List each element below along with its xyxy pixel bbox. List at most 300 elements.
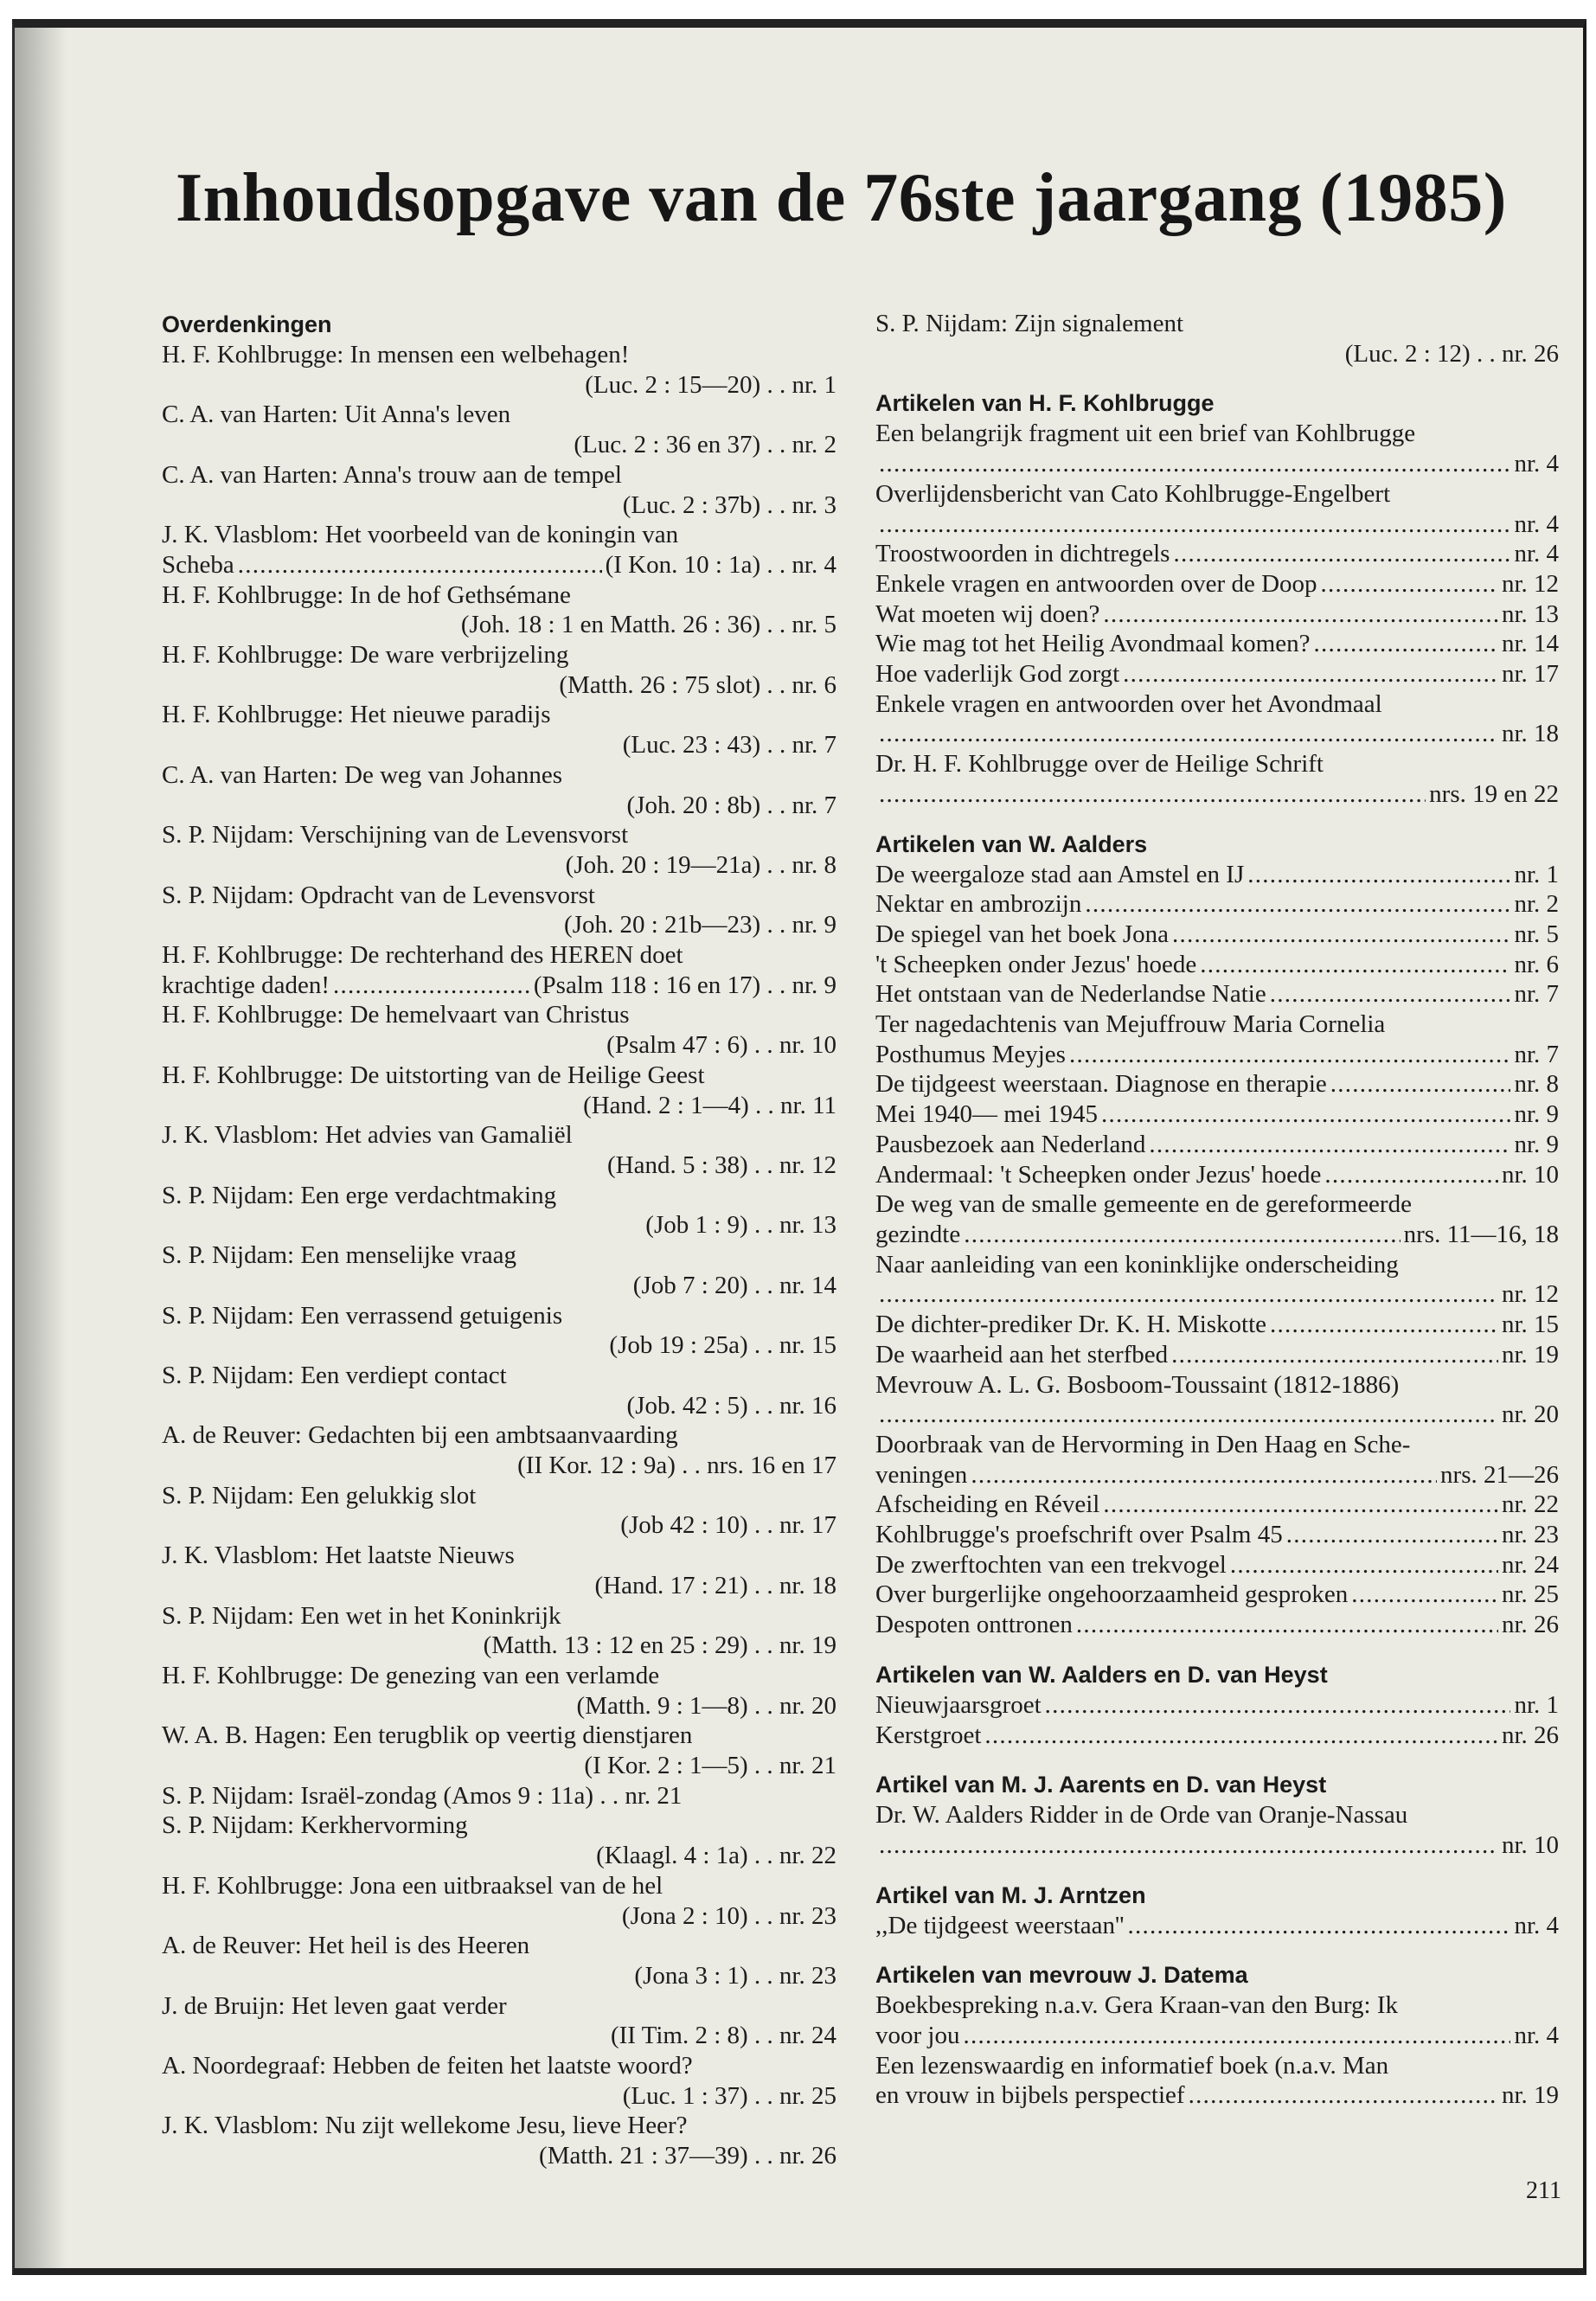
dot-leader — [1069, 1040, 1511, 1070]
toc-entry — [875, 1721, 1559, 1751]
toc-entry — [162, 2051, 836, 2111]
entry-row — [875, 599, 1559, 630]
section-heading: Artikelen van W. Aalders — [875, 830, 1148, 857]
toc-entry — [162, 1481, 836, 1541]
entry-title: J. K. Vlasblom: Nu zijt wellekome Jesu, lieve Heer? — [162, 2112, 688, 2140]
dot-leader — [1247, 860, 1510, 890]
entry-reference-number: nr. 23 — [1501, 1521, 1559, 1549]
entry-reference-number: nr. 6 — [1514, 950, 1559, 978]
dot-leader — [964, 1220, 1400, 1250]
toc-entry — [162, 1661, 836, 1721]
dot-leader — [1076, 1610, 1498, 1640]
entry-reference-number: nr. 7 — [1514, 980, 1559, 1009]
toc-entry — [875, 889, 1559, 920]
toc-entry — [875, 309, 1559, 369]
entry-row — [875, 1610, 1559, 1640]
entry-title: H. F. Kohlbrugge: In de hof Gethsémane — [162, 580, 571, 609]
entry-reference-number: nr. 7 — [1514, 1040, 1559, 1068]
toc-entry — [162, 1420, 836, 1480]
dot-leader — [1172, 920, 1510, 950]
entry-title: S. P. Nijdam: Zijn signalement — [875, 310, 1184, 337]
entry-reference: (II Tim. 2 : 8) . . nr. 24 — [610, 2022, 836, 2050]
entry-title: Enkele vragen en antwoorden over het Avondmaal — [875, 689, 1382, 718]
entry-reference — [875, 510, 1559, 540]
entry-reference-number: nr. 26 — [1501, 1721, 1559, 1749]
entry-reference: (Job 19 : 25a) . . nr. 15 — [609, 1331, 836, 1360]
toc-entry — [875, 2051, 1559, 2111]
toc-entry — [875, 1340, 1559, 1370]
entry-title: C. A. van Harten: Anna's trouw aan de tempel — [162, 460, 622, 489]
entry-reference — [875, 1460, 1559, 1490]
entry-title-continued: gezindte — [875, 1220, 961, 1248]
entry-reference: (II Kor. 12 : 9a) . . nrs. 16 en 17 — [517, 1452, 836, 1480]
entry-reference — [875, 1279, 1559, 1310]
entry-title: H. F. Kohlbrugge: De ware verbrijzeling — [162, 641, 569, 670]
entry-row — [875, 539, 1559, 569]
dot-leader — [1103, 599, 1498, 630]
dot-leader — [1045, 1690, 1511, 1721]
entry-title: S. P. Nijdam: Kerkhervorming — [162, 1811, 468, 1840]
entry-reference-number: nr. 9 — [1514, 1100, 1559, 1129]
entry-reference: (Psalm 47 : 6) . . nr. 10 — [606, 1031, 836, 1060]
dot-leader — [1085, 889, 1510, 920]
section-heading: Overdenkingen — [162, 311, 332, 337]
toc-entry — [875, 1580, 1559, 1610]
entry-title: 't Scheepken onder Jezus' hoede — [875, 950, 1197, 978]
entry-title: S. P. Nijdam: Een verrassend getuigenis — [162, 1301, 563, 1330]
entry-title: Despoten onttronen — [875, 1611, 1073, 1639]
entry-row — [875, 1490, 1559, 1520]
dot-leader — [1123, 659, 1498, 689]
entry-reference: (Luc. 1 : 37) . . nr. 25 — [622, 2081, 836, 2110]
document-page — [12, 19, 1586, 2275]
toc-entry — [875, 1430, 1559, 1490]
entry-reference-number: nrs. 19 en 22 — [1429, 779, 1559, 808]
entry-title: J. K. Vlasblom: Het laatste Nieuws — [162, 1541, 515, 1570]
toc-entry — [875, 1009, 1559, 1069]
toc-entry — [162, 580, 836, 640]
entry-reference-number: nr. 5 — [1514, 920, 1559, 948]
entry-reference-number: nr. 12 — [1501, 569, 1559, 598]
dot-leader — [1286, 1520, 1498, 1550]
entry-reference: (I Kor. 2 : 1—5) . . nr. 21 — [584, 1752, 836, 1780]
entry-reference-number: nr. 26 — [1501, 1611, 1559, 1639]
entry-row — [875, 629, 1559, 659]
toc-entry — [162, 1721, 836, 1780]
entry-title: H. F. Kohlbrugge: Het nieuwe paradijs — [162, 701, 551, 729]
toc-entry — [875, 1099, 1559, 1130]
dot-leader — [1270, 1310, 1498, 1340]
toc-entry — [162, 520, 836, 580]
entry-reference: (Matth. 13 : 12 en 25 : 29) . . nr. 19 — [483, 1631, 836, 1660]
entry-reference-number: nr. 13 — [1501, 599, 1559, 628]
dot-leader — [238, 550, 602, 580]
section-list — [875, 388, 1559, 2111]
page-number: 211 — [1526, 2177, 1561, 2204]
toc-entry — [875, 1160, 1559, 1190]
toc-entry — [162, 1000, 836, 1060]
entry-reference: (Hand. 2 : 1—4) . . nr. 11 — [583, 1091, 836, 1119]
toc-entry — [162, 1301, 836, 1361]
entry-title: S. P. Nijdam: Een verdiept contact — [162, 1361, 507, 1389]
entry-reference: (Luc. 2 : 37b) . . nr. 3 — [622, 490, 836, 519]
toc-entry — [875, 1520, 1559, 1550]
column-overdenkingen — [162, 309, 836, 2171]
entry-row — [875, 950, 1559, 980]
toc-entry — [162, 1931, 836, 1990]
entry-title-continued: krachtige daden! — [162, 971, 330, 999]
toc-entry — [875, 1490, 1559, 1520]
toc-entry — [162, 1240, 836, 1300]
entry-reference-number: nr. 1 — [1514, 860, 1559, 888]
entry-reference-number: nr. 18 — [1501, 720, 1559, 748]
entry-title: Wie mag tot het Heilig Avondmaal komen? — [875, 630, 1311, 658]
entry-title: Enkele vragen en antwoorden over de Doop — [875, 569, 1317, 598]
toc-entry — [162, 1811, 836, 1870]
entry-title: Hoe vaderlijk God zorgt — [875, 660, 1120, 689]
entry-title: A. de Reuver: Het heil is des Heeren — [162, 1932, 530, 1960]
entry-title-continued: Scheba — [162, 550, 234, 579]
entry-title: De weergaloze stad aan Amstel en IJ — [875, 860, 1245, 888]
entry-reference-number: nr. 4 — [1514, 540, 1559, 568]
entry-reference-number: nr. 19 — [1501, 1340, 1559, 1368]
entry-title: S. P. Nijdam: Een menselijke vraag — [162, 1241, 516, 1270]
toc-entry — [162, 700, 836, 760]
entry-title: Nektar en ambrozijn — [875, 890, 1082, 919]
dot-leader — [1270, 979, 1511, 1009]
toc-entry — [875, 1800, 1559, 1860]
toc-entry — [162, 760, 836, 820]
dot-leader — [333, 971, 530, 1001]
dot-leader — [1127, 1911, 1510, 1941]
toc-entry — [162, 1061, 836, 1120]
entry-title: W. A. B. Hagen: Een terugblik op veertig dienstjaren — [162, 1721, 693, 1750]
toc-entry — [875, 479, 1559, 539]
entry-reference — [875, 1220, 1559, 1250]
entry-title: H. F. Kohlbrugge: De uitstorting van de Heilige Geest — [162, 1061, 705, 1089]
toc-entry — [875, 749, 1559, 809]
dot-leader — [1321, 569, 1498, 599]
toc-entry — [162, 1781, 836, 1811]
toc-entry — [875, 860, 1559, 890]
entry-reference — [162, 971, 836, 1001]
entry-title: Een belangrijk fragment uit een brief van Kohlbrugge — [875, 420, 1416, 448]
entry-title: Boekbespreking n.a.v. Gera Kraan-van den Burg: Ik — [875, 1991, 1398, 2020]
entry-reference-number: nr. 9 — [1514, 1130, 1559, 1158]
toc-entry — [162, 460, 836, 520]
dot-leader — [1324, 1160, 1498, 1190]
toc-entry — [875, 1310, 1559, 1340]
entry-reference: (Hand. 17 : 21) . . nr. 18 — [594, 1571, 836, 1599]
toc-entry — [875, 1610, 1559, 1640]
toc-entry — [875, 1911, 1559, 1941]
entry-title: S. P. Nijdam: Een gelukkig slot — [162, 1481, 477, 1509]
entry-reference — [875, 779, 1559, 810]
dot-leader — [879, 1400, 1498, 1430]
entry-title: De zwerftochten van een trekvogel — [875, 1550, 1227, 1579]
toc-entry — [875, 920, 1559, 950]
entry-title: Dr. W. Aalders Ridder in de Orde van Oranje-Nassau — [875, 1801, 1408, 1830]
entry-title: De spiegel van het boek Jona — [875, 920, 1170, 948]
entry-reference — [875, 1040, 1559, 1070]
entry-reference: (Jona 2 : 10) . . nr. 23 — [621, 1901, 836, 1930]
entry-title: Mei 1940— mei 1945 — [875, 1100, 1098, 1129]
section-heading: Artikelen van mevrouw J. Datema — [875, 1962, 1248, 1989]
entry-reference: (Joh. 18 : 1 en Matth. 26 : 36) . . nr. 5 — [460, 611, 836, 639]
entry-title-continued: voor jou — [875, 2022, 960, 2050]
entry-reference-number: nr. 12 — [1501, 1280, 1559, 1309]
dot-leader — [879, 719, 1498, 749]
entry-title: H. F. Kohlbrugge: De genezing van een verlamde — [162, 1661, 660, 1689]
entry-row — [875, 1520, 1559, 1550]
dot-leader — [1103, 1490, 1498, 1520]
dot-leader — [963, 2021, 1510, 2051]
entry-title: C. A. van Harten: Uit Anna's leven — [162, 401, 511, 429]
dot-leader — [1330, 1069, 1511, 1099]
entry-title: Mevrouw A. L. G. Bosboom-Toussaint (1812-1886) — [875, 1370, 1400, 1399]
toc-entry — [875, 659, 1559, 689]
entry-reference: (Job 42 : 10) . . nr. 17 — [620, 1511, 836, 1540]
entry-title: J. de Bruijn: Het leven gaat verder — [162, 1991, 507, 2020]
entry-row — [875, 1721, 1559, 1751]
entry-title: Kohlbrugge's proefschrift over Psalm 45 — [875, 1521, 1283, 1549]
entry-title: Dr. H. F. Kohlbrugge over de Heilige Schrift — [875, 750, 1324, 779]
entry-reference: (Klaagl. 4 : 1a) . . nr. 22 — [596, 1842, 836, 1870]
entry-reference-number: (I Kon. 10 : 1a) . . nr. 4 — [605, 550, 836, 579]
entry-title: Troostwoorden in dichtregels — [875, 540, 1170, 568]
entry-title: A. de Reuver: Gedachten bij een ambtsaanvaarding — [162, 1421, 678, 1450]
toc-entry — [162, 1991, 836, 2051]
entry-reference: (Joh. 20 : 19—21a) . . nr. 8 — [565, 850, 836, 879]
entry-row — [875, 1069, 1559, 1099]
toc-entry — [875, 1550, 1559, 1580]
toc-entry — [162, 1120, 836, 1180]
entry-title: S. P. Nijdam: Israël-zondag (Amos 9 : 11a) . . nr. 21 — [162, 1781, 683, 1810]
entry-reference-number: nr. 4 — [1514, 2022, 1559, 2050]
entry-title: Afscheiding en Réveil — [875, 1490, 1100, 1519]
entry-reference-number: nr. 24 — [1501, 1550, 1559, 1579]
entry-title: De tijdgeest weerstaan. Diagnose en therapie — [875, 1070, 1327, 1099]
toc-entry — [162, 820, 836, 880]
toc-entry — [875, 689, 1559, 749]
entry-reference: (Joh. 20 : 8b) . . nr. 7 — [626, 791, 836, 819]
entry-reference — [875, 1400, 1559, 1430]
entry-reference: (Joh. 20 : 21b—23) . . nr. 9 — [564, 911, 836, 939]
entry-reference — [875, 2021, 1559, 2051]
entry-title-continued: en vrouw in bijbels perspectief — [875, 2081, 1185, 2110]
entry-title: J. K. Vlasblom: Het advies van Gamaliël — [162, 1121, 573, 1150]
entry-reference: (Luc. 2 : 12) . . nr. 26 — [1344, 339, 1559, 368]
entry-title: H. F. Kohlbrugge: Jona een uitbraaksel van de hel — [162, 1871, 663, 1900]
entry-title: Overlijdensbericht van Cato Kohlbrugge-Engelbert — [875, 479, 1391, 508]
entry-row — [875, 889, 1559, 920]
dot-leader — [879, 510, 1510, 540]
entry-title: De weg van de smalle gemeente en de gereformeerde — [875, 1190, 1412, 1219]
entry-reference-number: nr. 17 — [1501, 660, 1559, 689]
toc-entry — [162, 640, 836, 700]
dot-leader — [1189, 2080, 1498, 2111]
toc-entry — [875, 950, 1559, 980]
entry-reference — [162, 550, 836, 580]
entry-reference-number: (Psalm 118 : 16 en 17) . . nr. 9 — [533, 971, 836, 999]
entry-reference: (Matth. 21 : 37—39) . . nr. 26 — [539, 2142, 836, 2170]
page-title: Inhoudsopgave van de 76ste jaargang (1985) — [176, 160, 1507, 236]
entry-reference — [875, 449, 1559, 479]
entry-title: H. F. Kohlbrugge: In mensen een welbehagen! — [162, 341, 630, 369]
entry-title: H. F. Kohlbrugge: De hemelvaart van Christus — [162, 1001, 630, 1029]
dot-leader — [1149, 1130, 1510, 1160]
toc-entry — [162, 400, 836, 459]
toc-entry — [875, 419, 1559, 478]
entry-row — [875, 1550, 1559, 1580]
entry-reference: (Hand. 5 : 38) . . nr. 12 — [607, 1150, 836, 1179]
entry-title: De dichter-prediker Dr. K. H. Miskotte — [875, 1311, 1267, 1339]
dot-leader — [1173, 539, 1510, 569]
entry-title: Het ontstaan van de Nederlandse Natie — [875, 980, 1266, 1009]
entry-reference: (Luc. 23 : 43) . . nr. 7 — [622, 731, 836, 760]
entry-row — [875, 1911, 1559, 1941]
entry-title: Nieuwjaarsgroet — [875, 1690, 1042, 1719]
entry-reference: (Job 1 : 9) . . nr. 13 — [645, 1211, 836, 1240]
entry-reference: (Job 7 : 20) . . nr. 14 — [632, 1271, 836, 1299]
entry-reference-number: nr. 10 — [1501, 1830, 1559, 1859]
toc-entry — [875, 1189, 1559, 1249]
entry-reference-number: nr. 25 — [1501, 1580, 1559, 1609]
dot-leader — [1171, 1340, 1498, 1370]
entry-title: Kerstgroet — [875, 1721, 982, 1749]
section-heading: Artikel van M. J. Arntzen — [875, 1881, 1146, 1908]
entry-title: Over burgerlijke ongehoorzaamheid gesproken — [875, 1580, 1349, 1609]
entry-row — [875, 1690, 1559, 1721]
entry-reference-number: nr. 1 — [1514, 1690, 1559, 1719]
entry-title: S. P. Nijdam: Een wet in het Koninkrijk — [162, 1601, 561, 1630]
toc-entry — [875, 539, 1559, 569]
dot-leader — [1313, 629, 1497, 659]
entry-title: ,,De tijdgeest weerstaan'' — [875, 1911, 1125, 1939]
entry-title-continued: veningen — [875, 1460, 968, 1489]
entry-reference-number: nr. 2 — [1514, 890, 1559, 919]
toc-entry — [875, 1370, 1559, 1430]
toc-entry — [875, 1690, 1559, 1721]
toc-entry — [162, 340, 836, 400]
entry-reference-number: nr. 4 — [1514, 1911, 1559, 1939]
toc-entry — [875, 979, 1559, 1009]
entry-row — [875, 1310, 1559, 1340]
entry-row — [875, 1099, 1559, 1130]
section-heading: Artikelen van H. F. Kohlbrugge — [875, 390, 1215, 417]
entry-title: A. Noordegraaf: Hebben de feiten het laatste woord? — [162, 2052, 693, 2080]
toc-entry — [162, 1361, 836, 1420]
entry-reference: (Luc. 2 : 36 en 37) . . nr. 2 — [574, 431, 836, 459]
toc-entry — [875, 629, 1559, 659]
dot-leader — [1200, 950, 1510, 980]
entry-row — [875, 659, 1559, 689]
section-heading: Artikelen van W. Aalders en D. van Heyst — [875, 1661, 1328, 1688]
entry-reference-number: nr. 19 — [1501, 2081, 1559, 2110]
toc-entry — [875, 1990, 1559, 2050]
toc-entry — [162, 1541, 836, 1600]
toc-entry — [875, 1250, 1559, 1310]
entry-reference-number: nr. 8 — [1514, 1070, 1559, 1099]
column-artikelen — [875, 309, 1559, 2111]
entry-reference — [875, 2080, 1559, 2111]
entry-reference-number: nr. 4 — [1514, 450, 1559, 478]
entry-reference-number: nr. 15 — [1501, 1311, 1559, 1339]
entry-title: De waarheid aan het sterfbed — [875, 1340, 1169, 1368]
toc-entry — [162, 940, 836, 1000]
entry-title: H. F. Kohlbrugge: De rechterhand des HEREN doet — [162, 941, 683, 970]
entry-reference: (Job. 42 : 5) . . nr. 16 — [626, 1391, 836, 1420]
entry-title: Doorbraak van de Hervorming in Den Haag en Sche- — [875, 1430, 1411, 1458]
entry-title: C. A. van Harten: De weg van Johannes — [162, 760, 563, 789]
entry-reference: (Matth. 26 : 75 slot) . . nr. 6 — [559, 670, 836, 699]
entry-row — [875, 1340, 1559, 1370]
toc-entry — [875, 1130, 1559, 1160]
toc-entry — [162, 1181, 836, 1240]
entry-title: Naar aanleiding van een koninklijke onderscheiding — [875, 1250, 1399, 1279]
entry-reference — [875, 1830, 1559, 1861]
entry-reference-number: nr. 14 — [1501, 630, 1559, 658]
dot-leader — [971, 1460, 1437, 1490]
entry-reference-number: nr. 20 — [1501, 1400, 1559, 1429]
entry-title: Pausbezoek aan Nederland — [875, 1130, 1146, 1158]
toc-entry — [875, 599, 1559, 630]
entry-title: Andermaal: 't Scheepken onder Jezus' hoede — [875, 1160, 1322, 1189]
entry-reference-number: nr. 22 — [1501, 1490, 1559, 1519]
entry-row — [875, 1160, 1559, 1190]
entry-reference-number: nrs. 21—26 — [1440, 1460, 1559, 1489]
entry-reference: (Matth. 9 : 1—8) . . nr. 20 — [576, 1691, 836, 1720]
entry-reference-number: nr. 4 — [1514, 510, 1559, 538]
toc-entry — [875, 569, 1559, 599]
dot-leader — [879, 1830, 1498, 1861]
entry-title: Wat moeten wij doen? — [875, 599, 1100, 628]
entry-row — [875, 1580, 1559, 1610]
toc-entry — [162, 1601, 836, 1661]
dot-leader — [1230, 1550, 1498, 1580]
dot-leader — [879, 449, 1510, 479]
entry-reference — [875, 719, 1559, 749]
entry-title: S. P. Nijdam: Verschijning van de Levensvorst — [162, 821, 629, 849]
entry-reference-number: nr. 10 — [1501, 1160, 1559, 1189]
entry-title: S. P. Nijdam: Opdracht van de Levensvorst — [162, 881, 595, 909]
entry-title: Een lezenswaardig en informatief boek (n.a.v. Man — [875, 2051, 1389, 2080]
entry-row — [875, 1130, 1559, 1160]
entry-reference: (Jona 3 : 1) . . nr. 23 — [634, 1961, 836, 1990]
entry-reference-number: nrs. 11—16, 18 — [1403, 1220, 1559, 1248]
toc-entry — [162, 1871, 836, 1931]
section-heading: Artikel van M. J. Aarents en D. van Heyst — [875, 1772, 1327, 1798]
entry-row — [875, 569, 1559, 599]
toc-entry — [162, 2111, 836, 2170]
entry-row — [875, 920, 1559, 950]
dot-leader — [879, 1279, 1498, 1310]
toc-entry — [162, 881, 836, 940]
entry-list — [162, 340, 836, 2171]
entry-title: S. P. Nijdam: Een erge verdachtmaking — [162, 1181, 557, 1209]
entry-row — [875, 860, 1559, 890]
entry-row — [875, 979, 1559, 1009]
entry-title: J. K. Vlasblom: Het voorbeeld van de koningin van — [162, 521, 679, 549]
dot-leader — [879, 779, 1426, 810]
entry-reference: (Luc. 2 : 15—20) . . nr. 1 — [585, 370, 836, 399]
dot-leader — [984, 1721, 1498, 1751]
dot-leader — [1351, 1580, 1498, 1610]
dot-leader — [1101, 1099, 1510, 1130]
entry-title: Ter nagedachtenis van Mejuffrouw Maria Cornelia — [875, 1010, 1386, 1039]
entry-title-continued: Posthumus Meyjes — [875, 1040, 1066, 1068]
toc-entry — [875, 1069, 1559, 1099]
